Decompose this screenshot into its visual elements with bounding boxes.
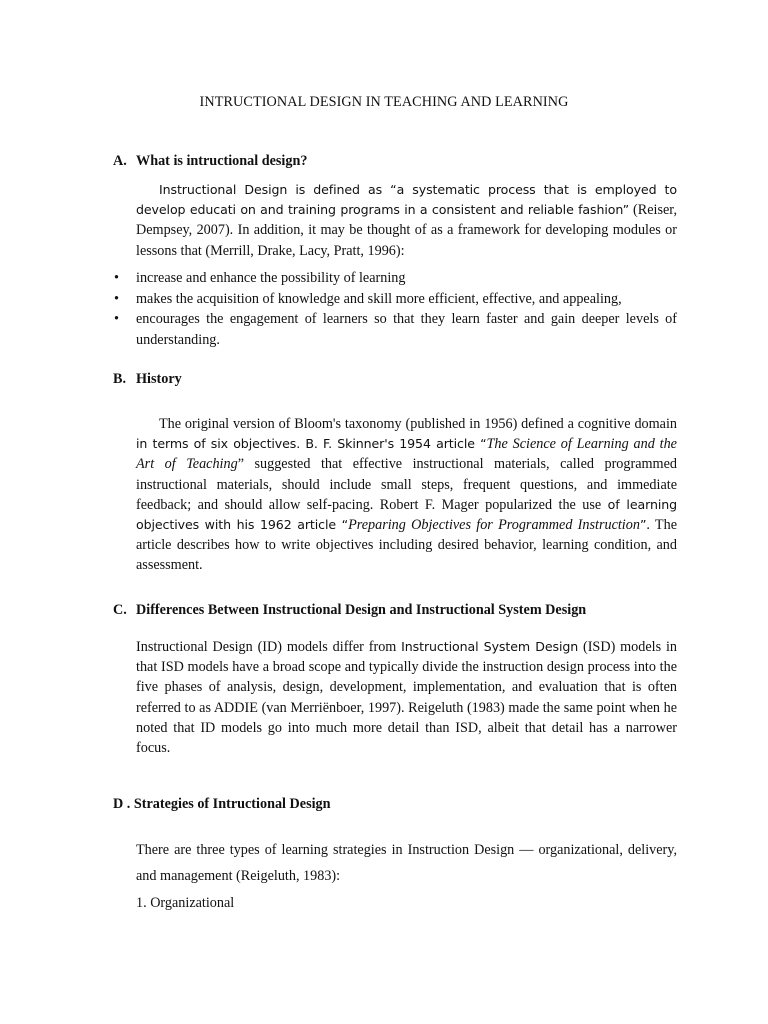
- document-title: INTRUCTIONAL DESIGN IN TEACHING AND LEARNING: [199, 94, 569, 110]
- section-d-title: Strategies of Intructional Design: [133, 796, 331, 812]
- history-text-5: . The article describes how to write objectives including desired behavior, learning condition, and assessment.: [136, 517, 677, 574]
- list-item: [113, 268, 677, 288]
- section-a-definition-cont: (Reiser, Dempsey, 2007). In addition, it may be thought of as a framework for developing modules or lessons that (Merrill, Drake, Lacy, Pratt, 1996):: [136, 202, 677, 259]
- section-d-paragraph: [136, 837, 677, 889]
- section-a-bullet-list: [113, 268, 677, 350]
- list-item-text: makes the acquisition of knowledge and skill more efficient, effective, and appealing,: [136, 290, 622, 307]
- history-article-title-1: The Science of Learning and the Art of Teaching: [136, 436, 677, 473]
- section-a-definition: Instructional Design is defined as “a systematic process that is employed to develop educati on and training programs in a consistent and reliable fashion”: [136, 182, 677, 218]
- section-d-label: D .: [113, 796, 131, 812]
- section-c-heading: [113, 600, 586, 620]
- history-text-4: of learning objectives with his 1962 article “: [136, 496, 677, 533]
- section-a-paragraph: [136, 180, 677, 261]
- section-b-title: History: [136, 371, 182, 387]
- section-d-heading: [113, 794, 331, 814]
- differences-text-2: (ISD) models in that ISD models have a broad scope and typically divide the instruction design process into the five phases of analysis, design, development, implementation, and evaluation that is often referred to as ADDIE (van Merriënboer, 1997). Reigeluth (1983) made the same point when he noted that ID models go into much more detail than ISD, albeit that detail has a narrower focus.: [136, 639, 677, 757]
- section-a-label: A.: [113, 153, 127, 169]
- section-c-label: C.: [113, 602, 127, 618]
- strategies-text: There are three types of learning strategies in Instruction Design — organizational, delivery, and management (Reigeluth, 1983):: [136, 842, 677, 884]
- history-article-title-2: Preparing Objectives for Programmed Instruction: [348, 517, 640, 534]
- list-item-text: increase and enhance the possibility of learning: [136, 270, 406, 286]
- section-b-label: B.: [113, 371, 127, 387]
- section-a-title: What is intructional design?: [136, 153, 308, 169]
- section-b-heading: [113, 369, 182, 389]
- section-a-heading: [113, 151, 307, 171]
- differences-isd-term: Instructional System Design: [401, 639, 579, 654]
- section-b-paragraph: [136, 414, 677, 576]
- strategy-item-1: 1. Organizational: [136, 895, 235, 911]
- history-text-2: in terms of six objectives. B. F. Skinner's 1954 article “: [136, 436, 487, 452]
- history-text-3: ” suggested that effective instructional materials, called programmed instructional materials, should include small steps, frequent questions, and immediate feedback; and should allow self-pacing. Robert F. Mager popularized the use: [136, 456, 677, 513]
- bullet-icon: •: [114, 270, 119, 286]
- history-quote-close: ”: [639, 517, 647, 533]
- section-c-title: Differences Between Instructional Design and Instructional System Design: [136, 602, 587, 618]
- list-item-text: encourages the engagement of learners so that they learn faster and gain deeper levels of understanding.: [136, 311, 677, 348]
- differences-text-1: Instructional Design (ID) models differ from: [136, 639, 402, 655]
- list-item: [113, 289, 677, 309]
- section-c-paragraph: [136, 637, 677, 758]
- bullet-icon: •: [114, 311, 119, 328]
- history-text-1: The original version of Bloom's taxonomy (published in 1956) defined a cognitive domain: [159, 416, 677, 432]
- list-item: [113, 309, 677, 349]
- bullet-icon: •: [114, 290, 119, 307]
